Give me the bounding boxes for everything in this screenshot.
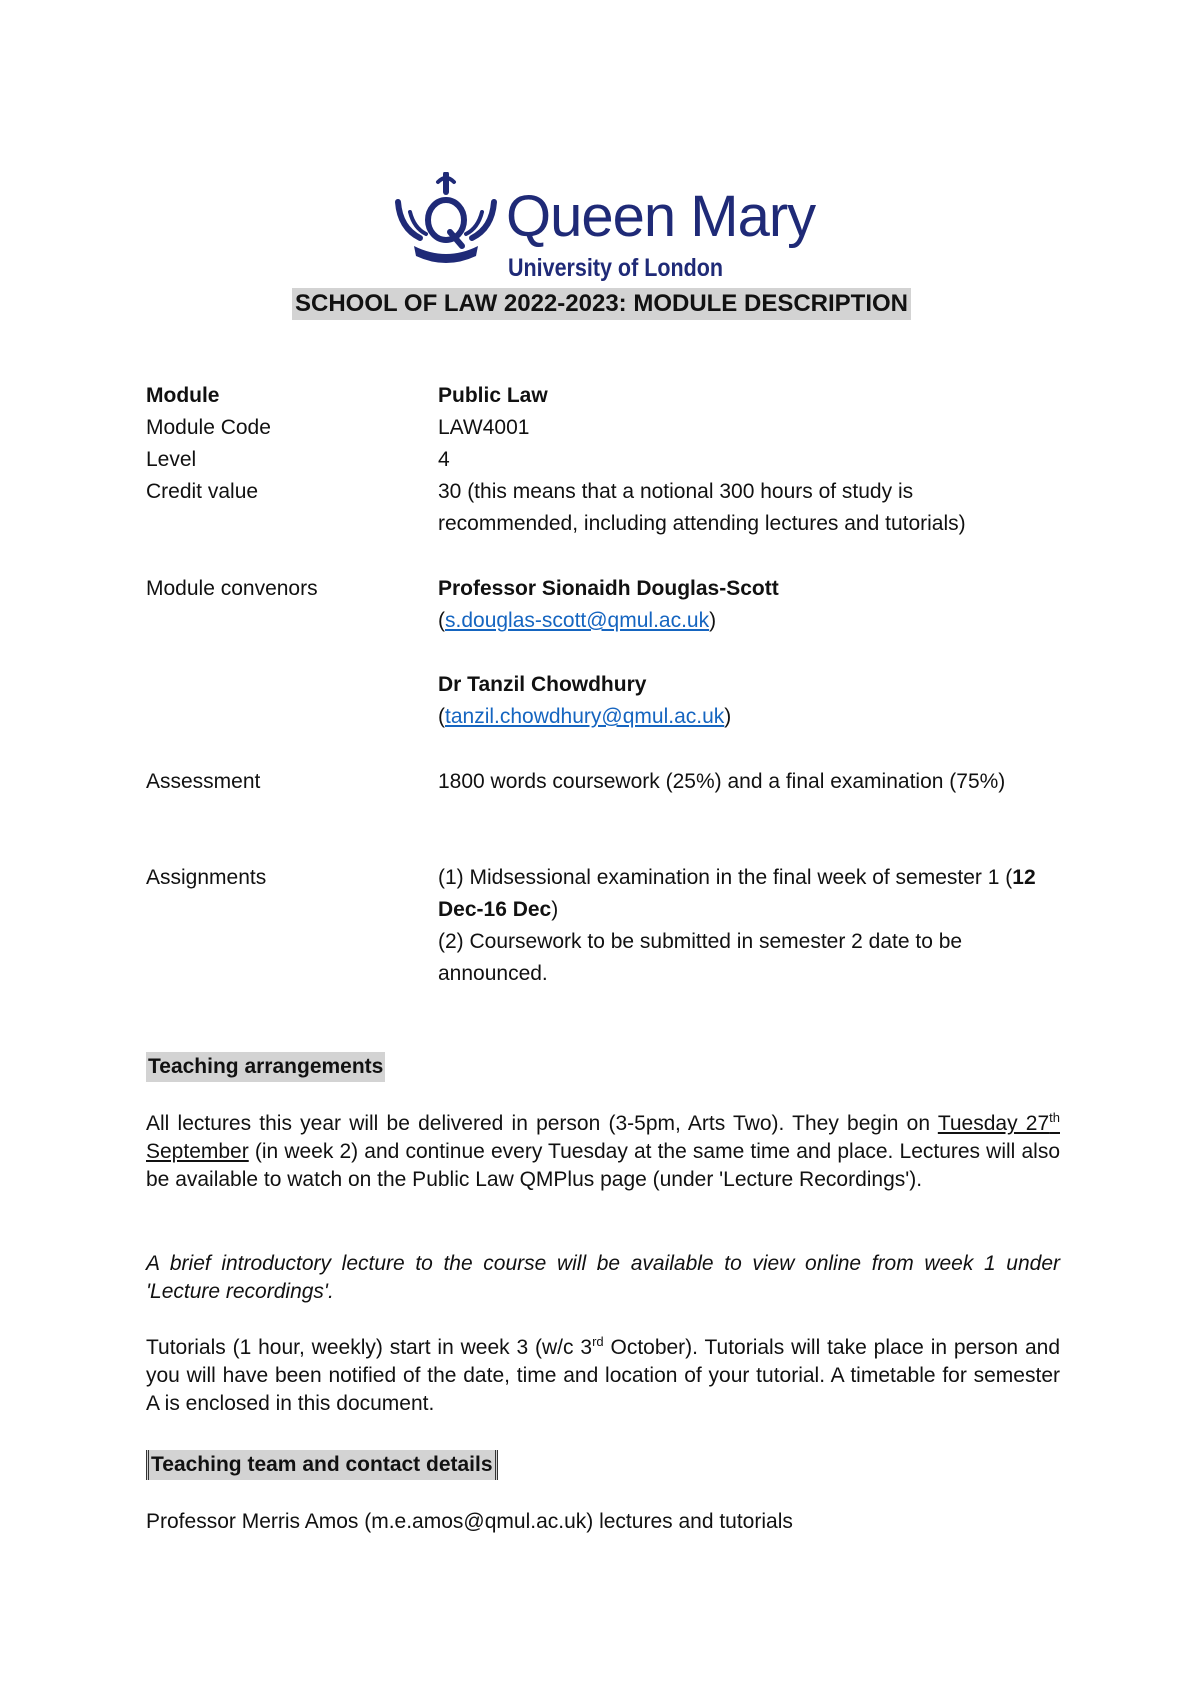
- teaching-team-line-1: Professor Merris Amos (m.e.amos@qmul.ac.uk) lectures and tutorials: [146, 1510, 793, 1533]
- crest-icon: [390, 172, 502, 268]
- logo-subtitle: University of London: [508, 254, 723, 282]
- teaching-paragraph-2: A brief introductory lecture to the course will be available to view online from week 1 under 'Lecture recordings'.: [146, 1252, 1060, 1303]
- level-label: Level: [146, 448, 197, 471]
- document-title: SCHOOL OF LAW 2022-2023: MODULE DESCRIPTION: [292, 288, 911, 320]
- university-logo: [390, 172, 816, 284]
- credit-label: Credit value: [146, 480, 259, 503]
- credit-value: 30 (this means that a notional 300 hours of study is recommended, including attending lectures and tutorials): [438, 480, 966, 535]
- module-value: Public Law: [438, 384, 548, 407]
- assignment-1-dates: 12 Dec-16 Dec: [438, 866, 1036, 921]
- convenor-1-email-link[interactable]: s.douglas-scott@qmul.ac.uk: [445, 609, 710, 632]
- assignments-label: Assignments: [146, 866, 267, 889]
- teaching-arrangements-heading: Teaching arrangements: [146, 1052, 385, 1082]
- module-code-value: LAW4001: [438, 416, 530, 439]
- teaching-paragraph-1: All lectures this year will be delivered in person (3-5pm, Arts Two). They begin on Tuesday 27th September (in week 2) and continue every Tuesday at the same time and place. Lectures will also be available to watch on the Public Law QMPlus page (under 'Lecture Recordings').: [146, 1110, 1060, 1191]
- assignment-1: (1) Midsessional examination in the final week of semester 1 (12 Dec-16 Dec): [438, 866, 1036, 921]
- convenor-2-name: Dr Tanzil Chowdhury: [438, 673, 647, 696]
- assessment-value: 1800 words coursework (25%) and a final examination (75%): [438, 770, 1006, 793]
- convenor-2-email-line: (tanzil.chowdhury@qmul.ac.uk): [438, 705, 732, 728]
- lecture-start-date: Tuesday 27th September: [146, 1110, 1060, 1163]
- module-code-label: Module Code: [146, 416, 271, 439]
- teaching-paragraph-3: Tutorials (1 hour, weekly) start in week 3 (w/c 3rd October). Tutorials will take place in person and you will have been notified of the date, time and location of your tutorial. A timetable for semester A is enclosed in this document.: [146, 1334, 1060, 1415]
- teaching-team-heading: Teaching team and contact details: [146, 1450, 498, 1480]
- convenor-1-email-line: (s.douglas-scott@qmul.ac.uk): [438, 609, 717, 632]
- assignment-2: (2) Coursework to be submitted in semester 2 date to be announced.: [438, 930, 963, 985]
- module-label: Module: [146, 384, 220, 407]
- convenor-2-email-link[interactable]: tanzil.chowdhury@qmul.ac.uk: [445, 705, 725, 728]
- convenors-value: [438, 573, 1058, 733]
- convenors-label: Module convenors: [146, 577, 318, 600]
- level-value: 4: [438, 448, 450, 471]
- assessment-label: Assessment: [146, 770, 261, 793]
- assignments-value: [438, 862, 1058, 990]
- convenor-1-name: Professor Sionaidh Douglas-Scott: [438, 577, 779, 600]
- logo-name: Queen Mary: [506, 184, 816, 249]
